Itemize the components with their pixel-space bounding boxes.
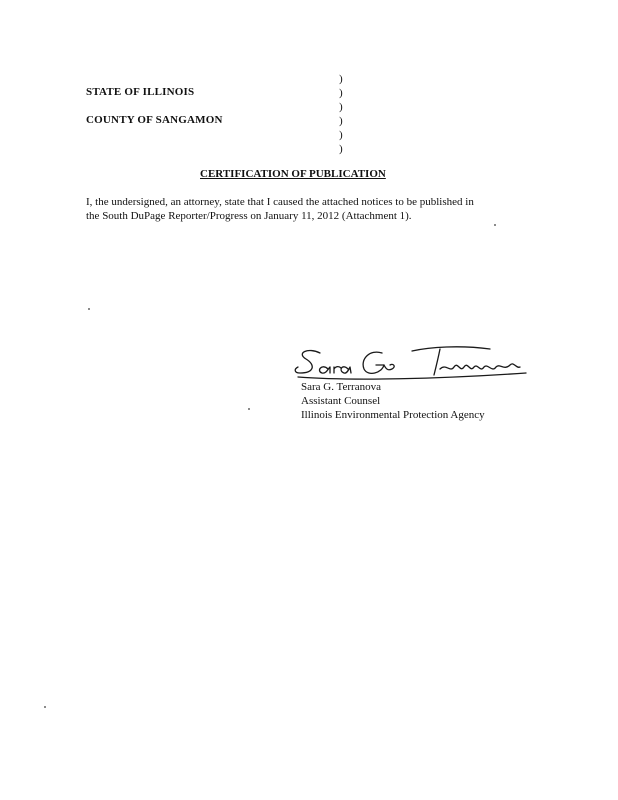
caption-paren: ): [339, 143, 343, 155]
caption-state: STATE OF ILLINOIS: [86, 86, 195, 98]
document-title: CERTIFICATION OF PUBLICATION: [200, 168, 386, 180]
signatory-title: Assistant Counsel: [301, 395, 381, 407]
caption-paren: ): [339, 87, 343, 99]
caption-paren: ): [339, 101, 343, 113]
caption-paren: ): [339, 129, 343, 141]
scan-speck: [248, 408, 250, 410]
handwritten-signature: [290, 343, 530, 385]
scan-speck: [44, 706, 46, 708]
body-line-2: the South DuPage Reporter/Progress on January 11, 2012 (Attachment 1).: [86, 210, 412, 222]
caption-county: COUNTY OF SANGAMON: [86, 114, 223, 126]
signatory-agency: Illinois Environmental Protection Agency: [301, 409, 485, 421]
caption-paren: ): [339, 73, 343, 85]
caption-paren: ): [339, 115, 343, 127]
scan-speck: [88, 308, 90, 310]
scan-speck: [494, 224, 496, 226]
body-line-1: I, the undersigned, an attorney, state that I caused the attached notices to be published in: [86, 196, 474, 208]
signatory-name: Sara G. Terranova: [301, 381, 381, 393]
